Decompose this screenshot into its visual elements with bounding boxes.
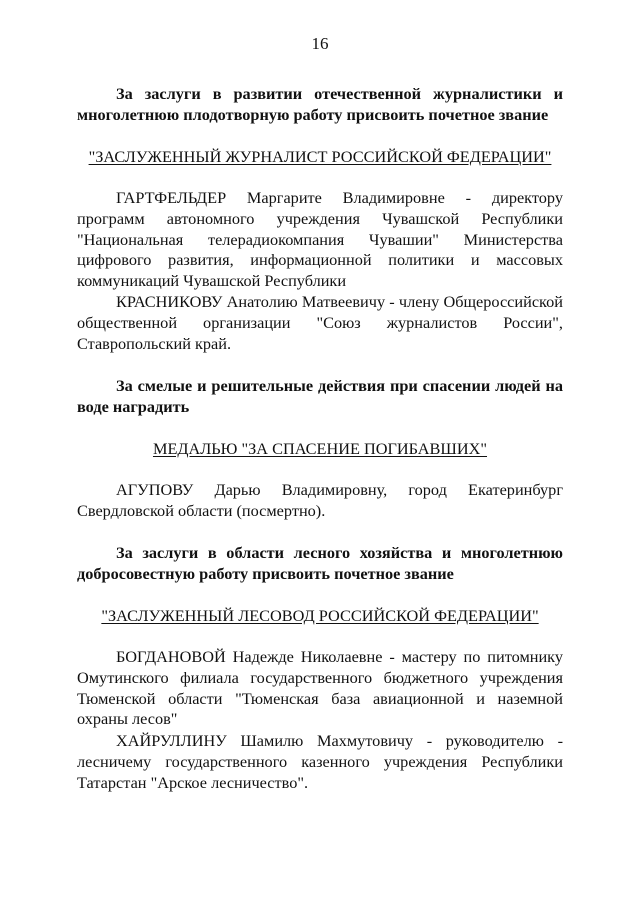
section-1-award-title <box>77 147 563 168</box>
section-2-recipient-1: АГУПОВУ Дарью Владимировну, город Екатеринбург Свердловской области (посмертно). <box>77 480 563 520</box>
award-title-text: "ЗАСЛУЖЕННЫЙ ЛЕСОВОД РОССИЙСКОЙ ФЕДЕРАЦИИ" <box>101 606 539 625</box>
award-title-text: "ЗАСЛУЖЕННЫЙ ЖУРНАЛИСТ РОССИЙСКОЙ ФЕДЕРАЦИИ" <box>88 147 552 166</box>
award-title-text: МЕДАЛЬЮ "ЗА СПАСЕНИЕ ПОГИБАВШИХ" <box>152 439 488 458</box>
section-1-recipient-2: КРАСНИКОВУ Анатолию Матвеевичу - члену Общероссийской общественной организации "Союз журналистов России", Ставропольский край. <box>77 292 563 353</box>
section-3-recipient-2: ХАЙРУЛЛИНУ Шамилю Махмутовичу - руководителю - лесничему государственного казенного учреждения Республики Татарстан "Арское лесничество". <box>77 731 563 792</box>
section-3-recipient-1: БОГДАНОВОЙ Надежде Николаевне - мастеру по питомнику Омутинского филиала государственного бюджетного учреждения Тюменской области "Тюменская база авиационной и наземной охраны лесов" <box>77 647 563 729</box>
section-3-award-title <box>77 606 563 627</box>
section-2-award-title <box>77 439 563 460</box>
section-3-intro: За заслуги в области лесного хозяйства и многолетнюю добросовестную работу присвоить почетное звание <box>77 543 563 583</box>
section-2-intro: За смелые и решительные действия при спасении людей на воде наградить <box>77 376 563 416</box>
page-number: 16 <box>311 34 329 53</box>
section-1-intro: За заслуги в развитии отечественной журналистики и многолетнюю плодотворную работу присвоить почетное звание <box>77 84 563 124</box>
section-1-recipient-1: ГАРТФЕЛЬДЕР Маргарите Владимировне - директору программ автономного учреждения Чувашской Республики "Национальная телерадиокомпания Чувашии" Министерства цифрового развития, информационной политики и массовых коммуникаций Чувашской Республики <box>77 188 563 291</box>
